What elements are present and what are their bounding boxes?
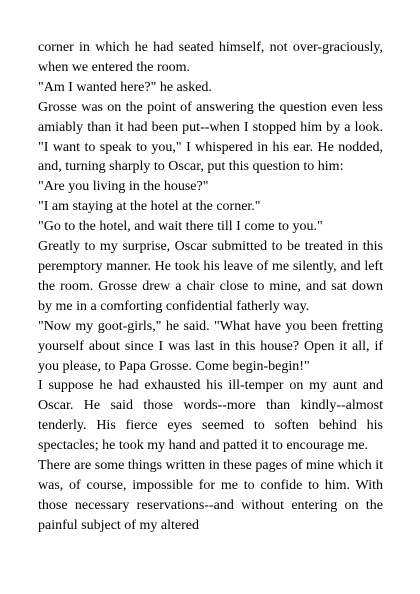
paragraph: "Now my goot-girls," he said. "What have you been fretting yourself about since I was last in this house? Open it all, if you please, to Papa Grosse. Come begin-begin!" — [38, 318, 383, 374]
paragraph: "Are you living in the house?" — [38, 179, 209, 195]
paragraph: Greatly to my surprise, Oscar submitted to be treated in this peremptory manner. He took his leave of me silently, and left the room. Grosse drew a chair close to mine, and sat down by me in a comforting confidential fatherly way. — [38, 239, 383, 314]
paragraph: There are some things written in these pages of mine which it was, of course, impossible for me to confide to him. With those necessary reservations--and without entering on the painful subject of my altered — [38, 458, 383, 533]
paragraph: I suppose he had exhausted his ill-temper on my aunt and Oscar. He said those words--more than kindly--almost tenderly. His fierce eyes seemed to soften behind his spectacles; he took my hand and patted it to encourage me. — [38, 378, 383, 454]
paragraph: "Go to the hotel, and wait there till I come to you." — [38, 219, 323, 235]
paragraph: Grosse was on the point of answering the question even less amiably than it had been put--when I stopped him by a look. "I want to speak to you," I whispered in his ear. He nodded, and, turning sharply to Oscar, put this question to him: — [38, 99, 383, 175]
book-page — [38, 38, 383, 536]
paragraph: "Am I wanted here?" he asked. — [38, 79, 212, 95]
paragraph: "I am staying at the hotel at the corner." — [38, 199, 261, 215]
paragraph: corner in which he had seated himself, not over-graciously, when we entered the room. — [38, 40, 383, 75]
